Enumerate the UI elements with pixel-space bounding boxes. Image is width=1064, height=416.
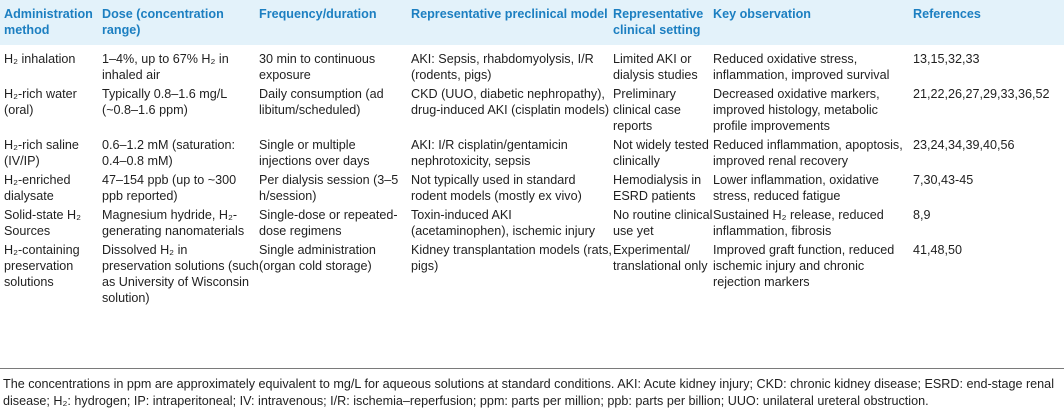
- cell-observation: Improved graft function, reduced ischemic injury and chronic rejection markers: [713, 243, 895, 289]
- table-row: [0, 134, 1064, 169]
- cell-observation: Lower inflammation, oxidative stress, reduced fatigue: [713, 173, 879, 203]
- cell-dose: Dissolved H₂ in preservation solutions (such as University of Wisconsin solution): [102, 243, 259, 305]
- column-header-frequency: Frequency/duration: [259, 0, 411, 45]
- cell-model: Toxin-induced AKI (acetaminophen), ischemic injury: [411, 208, 596, 238]
- cell-references: 23,24,34,39,40,56: [913, 138, 1015, 152]
- cell-references: 21,22,26,27,29,33,36,52: [913, 87, 1050, 101]
- cell-method: H₂-rich saline (IV/IP): [4, 138, 79, 168]
- cell-clinical: No routine clinical use yet: [613, 208, 713, 238]
- column-header-references: References: [913, 0, 1064, 45]
- cell-frequency: Single administration (organ cold storage): [259, 243, 376, 273]
- table-row: [0, 204, 1064, 239]
- header-row: [0, 0, 1064, 45]
- cell-method: H₂-containing preservation solutions: [4, 243, 80, 289]
- table-row: [0, 83, 1064, 134]
- column-header-observation: Key observation: [713, 0, 913, 45]
- cell-clinical: Not widely tested clinically: [613, 138, 709, 168]
- cell-frequency: Single or multiple injections over days: [259, 138, 370, 168]
- cell-references: 41,48,50: [913, 243, 963, 257]
- cell-frequency: Single-dose or repeated-dose regimens: [259, 208, 398, 238]
- cell-method: Solid-state H₂ Sources: [4, 208, 81, 238]
- table-row: [0, 169, 1064, 204]
- table-footnote: The concentrations in ppm are approximately equivalent to mg/L for aqueous solutions at standard conditions. AKI: Acute kidney injury; CKD: chronic kidney disease; ESRD: end-stage renal disease; H₂: hydrogen; IP: intraperitoneal; IV: intravenous; I/R: ischemia–reperfusion; ppm: parts per million; ppb: parts per billion; UUO: unilateral ureteral obstruction.: [3, 377, 1054, 408]
- column-header-model: Representative preclinical model: [411, 0, 613, 45]
- cell-method: H₂-rich water (oral): [4, 87, 77, 117]
- cell-observation: Reduced oxidative stress, inflammation, improved survival: [713, 52, 890, 82]
- cell-dose: 0.6–1.2 mM (saturation: 0.4–0.8 mM): [102, 138, 235, 168]
- cell-clinical: Hemodialysis in ESRD patients: [613, 173, 702, 203]
- table-bottom-rule: [0, 368, 1064, 369]
- cell-dose: 1–4%, up to 67% H₂ in inhaled air: [102, 52, 229, 82]
- cell-model: Not typically used in standard rodent models (mostly ex vivo): [411, 173, 582, 203]
- cell-frequency: 30 min to continuous exposure: [259, 52, 376, 82]
- cell-observation: Decreased oxidative markers, improved histology, metabolic profile improvements: [713, 87, 880, 133]
- cell-observation: Sustained H₂ release, reduced inflammation, fibrosis: [713, 208, 884, 238]
- cell-model: AKI: Sepsis, rhabdomyolysis, I/R (rodents, pigs): [411, 52, 594, 82]
- cell-dose: Magnesium hydride, H₂-generating nanomaterials: [102, 208, 245, 238]
- column-header-dose: Dose (concentration range): [102, 0, 259, 45]
- cell-method: H₂-enriched dialysate: [4, 173, 71, 203]
- table-row: [0, 239, 1064, 306]
- column-header-method: Administration method: [0, 0, 102, 45]
- cell-model: AKI: I/R cisplatin/gentamicin nephrotoxicity, sepsis: [411, 138, 568, 168]
- cell-method: H₂ inhalation: [4, 52, 76, 66]
- cell-clinical: Preliminary clinical case reports: [613, 87, 681, 133]
- cell-clinical: Experimental/ translational only: [613, 243, 708, 273]
- cell-references: 8,9: [913, 208, 931, 222]
- cell-model: CKD (UUO, diabetic nephropathy), drug-induced AKI (cisplatin models): [411, 87, 610, 117]
- cell-references: 13,15,32,33: [913, 52, 980, 66]
- cell-model: Kidney transplantation models (rats, pigs): [411, 243, 612, 273]
- cell-frequency: Daily consumption (ad libitum/scheduled): [259, 87, 384, 117]
- table-row: [0, 45, 1064, 83]
- cell-dose: Typically 0.8–1.6 mg/L (~0.8–1.6 ppm): [102, 87, 227, 117]
- cell-clinical: Limited AKI or dialysis studies: [613, 52, 698, 82]
- cell-observation: Reduced inflammation, apoptosis, improved renal recovery: [713, 138, 903, 168]
- column-header-clinical: Representative clinical setting: [613, 0, 713, 45]
- cell-frequency: Per dialysis session (3–5 h/session): [259, 173, 399, 203]
- cell-dose: 47–154 ppb (up to ~300 ppb reported): [102, 173, 237, 203]
- cell-references: 7,30,43-45: [913, 173, 974, 187]
